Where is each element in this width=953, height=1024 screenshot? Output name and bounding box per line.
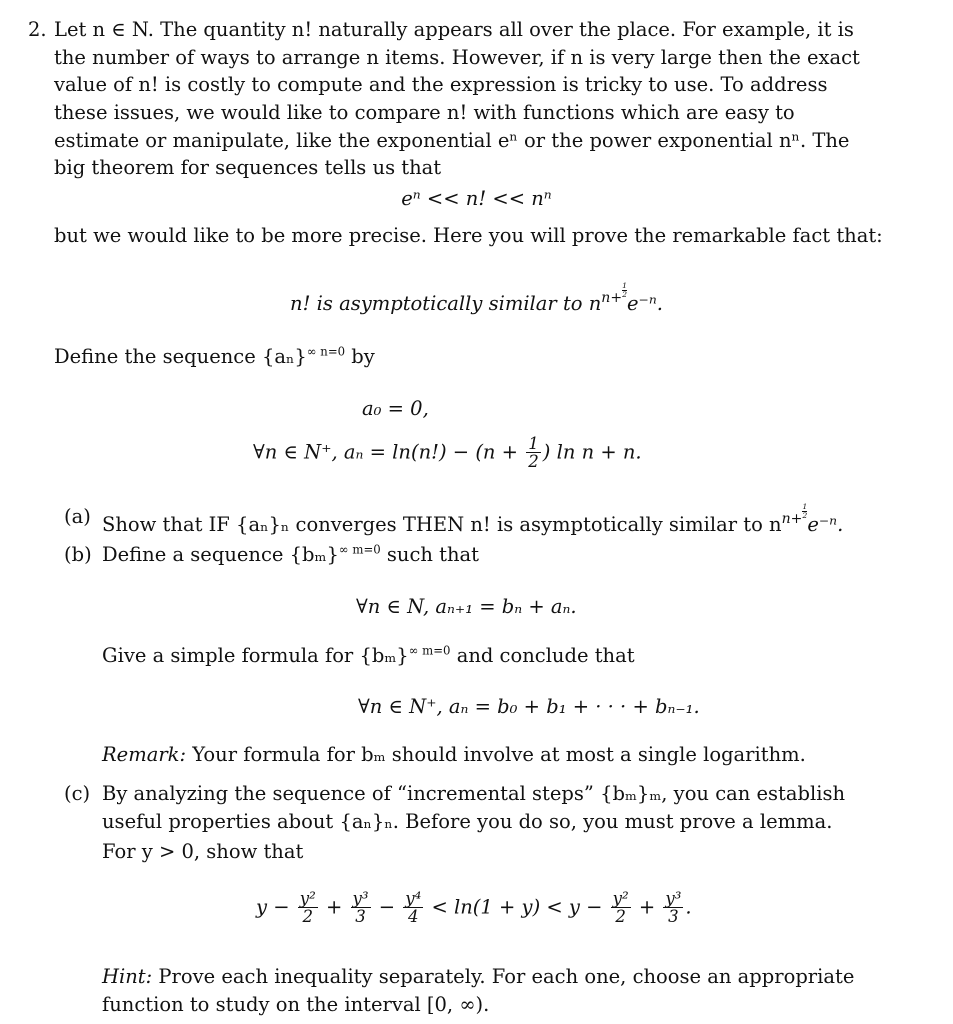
c-show-line: For y > 0, show that [102,840,304,863]
part-b: (b) Define a sequence $\{b_m\}^{\infty m=0}$ such that [64,541,884,569]
b-formula-line: Give a simple formula for $\{b_m\}^{\infty m=0}$ and conclude that [102,643,635,667]
display-inequality: eⁿ << n! << nⁿ [401,187,552,210]
intro-paragraph: Let n ∈ N. The quantity n! naturally appears all over the place. For example, it is the number of ways to arrange n items. However, if n is very large then the exact value of n! is costly to compute and the expression is tricky to use. To address these issues, we would like to compare n! with functions which are easy to estimate or manipulate, like the exponential eⁿ or the power exponential nⁿ. The big theorem for sequences tells us that [54,18,860,180]
b-sum-equation: ∀n ∈ N⁺, aₙ = b₀ + b₁ + · · · + bₙ₋₁. [358,695,700,718]
part-a-label: (a) [64,505,91,528]
define-sequence: Define the sequence $\{a_n\}^{\infty n=0}$ by [54,344,375,368]
claim-line: n! is asymptotically similar to $n^{n+ \frac{1}{2}}$ e⁻ⁿ. [290,281,663,315]
log-inequality: y − $\frac{\text{y²}}{2}$ + $\frac{\text{y³}}{3}$ − $\frac{\text{y⁴}}{4}$ < ln(1 + y) < y − $\frac{\text{y²}}{2}$ + $\frac{\text{y³}}{3}$ . [256,889,692,927]
an-definition: ∀n ∈ N⁺, aₙ = ln(n!) − (n + $\frac{1}{2}$ ) ln n + n. [253,434,642,472]
remark: Remark: Your formula for bₘ should involve at most a single logarithm. [102,743,806,766]
part-c: (c) By analyzing the sequence of “incremental steps” {bₘ}ₘ, you can establish useful properties about {aₙ}ₙ. Before you do so, you must prove a lemma. [64,782,846,833]
part-c-label: (c) [64,782,91,805]
part-b-label: (b) [64,543,92,566]
problem-number: 2. [28,18,47,41]
hint: Hint: Prove each inequality separately. For each one, choose an appropriate function to study on the interval [0, ∞). [102,965,855,1016]
part-a: (a) Show that IF {aₙ}ₙ converges THEN n! is asymptotically similar to $n^{n+ \frac{1}{2}}$ e⁻ⁿ. [64,502,844,536]
a0-equation: a₀ = 0, [362,397,429,420]
problem-intro [28,16,888,182]
bridge-text: but we would like to be more precise. Here you will prove the remarkable fact that: [54,224,883,247]
b-recurrence: ∀n ∈ N, aₙ₊₁ = bₙ + aₙ. [356,595,577,618]
